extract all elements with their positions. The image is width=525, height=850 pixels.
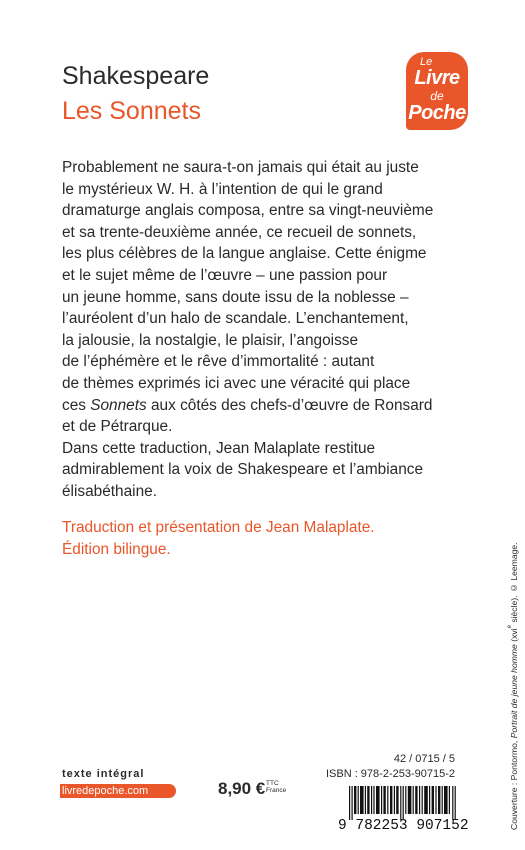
edition-info bbox=[62, 517, 375, 561]
isbn-number: ISBN : 978-2-253-90715-2 bbox=[325, 768, 455, 780]
logo-line-2: Livre bbox=[414, 67, 460, 89]
barcode-digits: 9 782253 907152 bbox=[338, 818, 469, 834]
blurb-line: de thèmes exprimés ici avec une véracité qui place bbox=[62, 374, 411, 392]
blurb-text bbox=[62, 157, 482, 503]
cover-credit-sup: e bbox=[507, 625, 513, 629]
blurb-line: et de Pétrarque. bbox=[62, 418, 173, 436]
price-tax-note bbox=[266, 780, 286, 794]
barcode bbox=[349, 786, 457, 820]
blurb-line: un jeune homme, sans doute issu de la noblesse – bbox=[62, 288, 409, 306]
cover-credit-suffix: (xvi bbox=[508, 628, 519, 645]
translation-credit: Traduction et présentation de Jean Malaplate. bbox=[62, 519, 375, 536]
blurb-line: élisabéthaine. bbox=[62, 482, 157, 500]
blurb-fragment: aux côtés des chefs-d’œuvre de Ronsard bbox=[146, 396, 433, 414]
logo-line-3: de bbox=[430, 89, 444, 103]
website-link[interactable]: livredepoche.com bbox=[60, 784, 176, 798]
blurb-line: l’auréolent d’un halo de scandale. L’enchantement, bbox=[62, 310, 409, 328]
blurb-line: la jalousie, la nostalgie, le plaisir, l’angoisse bbox=[62, 331, 359, 349]
cover-credit bbox=[507, 500, 521, 830]
blurb-fragment: ces bbox=[62, 396, 91, 414]
blurb-line: Probablement ne saura-t-on jamais qui était au juste bbox=[62, 159, 419, 176]
price: 8,90 € bbox=[218, 779, 266, 798]
author-name: Shakespeare bbox=[62, 62, 210, 90]
book-title: Les Sonnets bbox=[62, 97, 201, 125]
cover-credit-suffix-2: siècle). © Leemage. bbox=[508, 542, 519, 626]
logo-line-1: Le bbox=[420, 56, 433, 68]
country-label: France bbox=[266, 787, 287, 794]
logo-line-4: Poche bbox=[408, 102, 466, 124]
blurb-line: dramaturge anglais composa, entre sa vingt-neuvième bbox=[62, 202, 434, 220]
blurb-line: de l’éphémère et le rêve d’immortalité : autant bbox=[62, 353, 375, 371]
blurb-line: et le sujet même de l’œuvre – une passion pour bbox=[62, 266, 388, 284]
blurb-line: le mystérieux W. H. à l’intention de qui le grand bbox=[62, 180, 383, 198]
blurb-line: Dans cette traduction, Jean Malaplate restitue bbox=[62, 439, 376, 457]
blurb-line: les plus célèbres de la langue anglaise. Cette énigme bbox=[62, 245, 427, 263]
publisher-logo bbox=[406, 52, 468, 130]
blurb-line: et sa trente-deuxième année, ce recueil de sonnets, bbox=[62, 223, 417, 241]
reference-number: 42 / 0715 / 5 bbox=[393, 753, 455, 765]
cover-credit-prefix: Couverture : Pontormo, bbox=[508, 738, 519, 830]
ttc-label: TTC bbox=[266, 780, 279, 787]
cover-credit-work: Portrait de jeune homme bbox=[508, 644, 519, 739]
texte-integral-label: texte intégral bbox=[62, 768, 145, 780]
blurb-line: admirablement la voix de Shakespeare et l’ambiance bbox=[62, 461, 424, 479]
blurb-line bbox=[62, 395, 482, 417]
edition-type: Édition bilingue. bbox=[62, 541, 171, 558]
blurb-italic-title: Sonnets bbox=[90, 396, 147, 414]
